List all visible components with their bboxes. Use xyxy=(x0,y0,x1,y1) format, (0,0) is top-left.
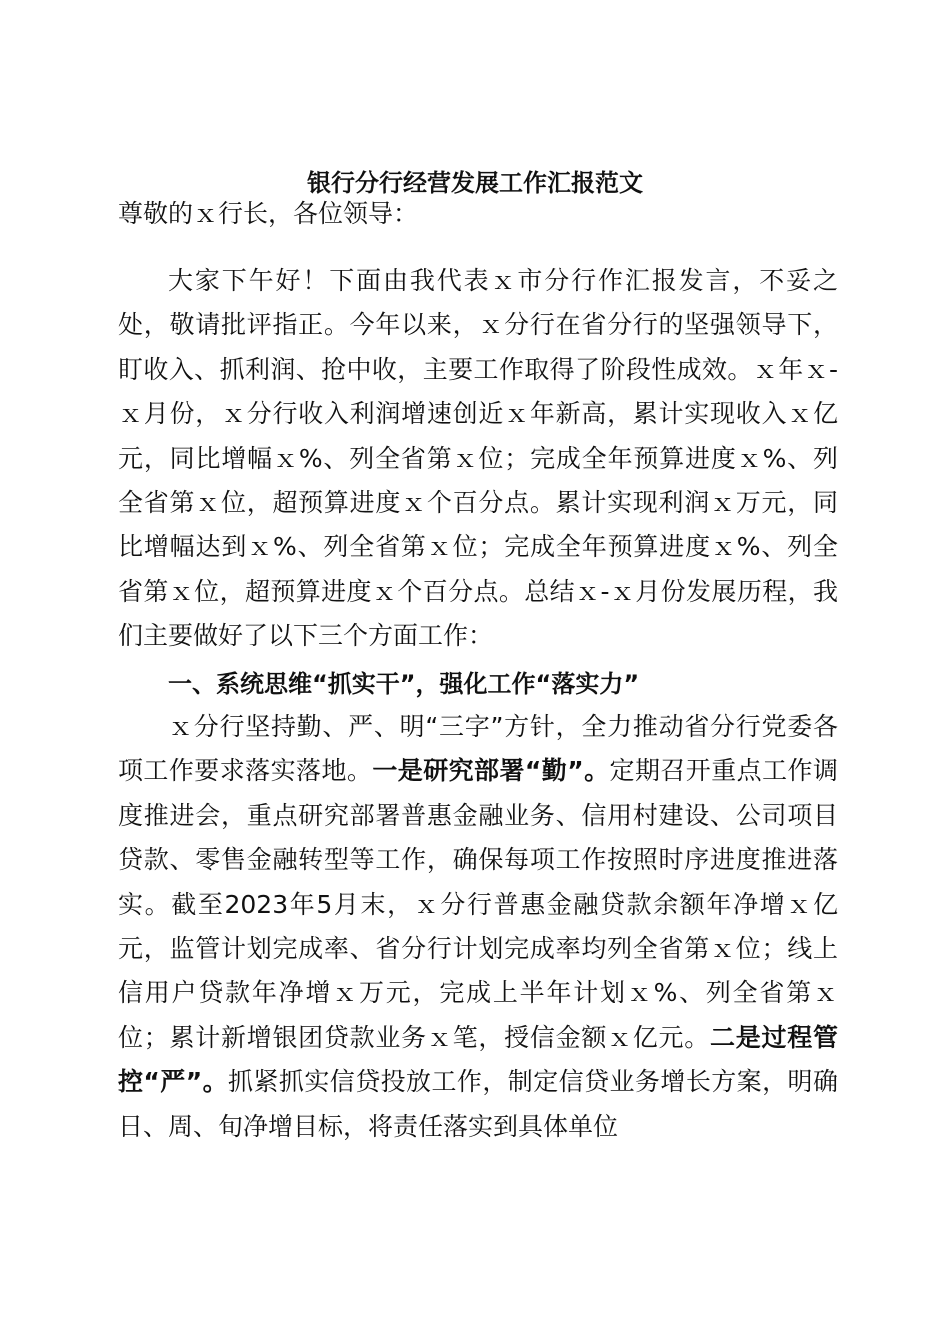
section-1-paragraph xyxy=(118,705,838,1149)
intro-paragraph: 大家下午好！下面由我代表ｘ市分行作汇报发言，不妥之处，敬请批评指正。今年以来，ｘ分行在省分行的坚强领导下，盯收入、抓利润、抢中收，主要工作取得了阶段性成效。ｘ年ｘ-ｘ月份，ｘ分行收入利润增速创近ｘ年新高，累计实现收入ｘ亿元，同比增幅ｘ%、列全省第ｘ位；完成全年预算进度ｘ%、列全省第ｘ位，超预算进度ｘ个百分点。累计实现利润ｘ万元，同比增幅达到ｘ%、列全省第ｘ位；完成全年预算进度ｘ%、列全省第ｘ位，超预算进度ｘ个百分点。总结ｘ-ｘ月份发展历程，我们主要做好了以下三个方面工作： xyxy=(118,266,838,651)
bold-point-2: 二是过程管控“严”。 xyxy=(118,1022,838,1097)
paragraph-text: 抓紧抓实信贷投放工作，制定信贷业务增长方案，明确日、周、旬净增目标，将责任落实到具体单位 xyxy=(118,1067,838,1141)
paragraph-text: 定期召开重点工作调度推进会，重点研究部署普惠金融业务、信用村建设、公司项目贷款、零售金融转型等工作，确保每项工作按照时序进度推进落实。截至2023年5月末，ｘ分行普惠金融贷款余额年净增ｘ亿元，监管计划完成率、省分行计划完成率均列全省第ｘ位；线上信用户贷款年净增ｘ万元，完成上半年计划ｘ%、列全省第ｘ位；累计新增银团贷款业务ｘ笔，授信金额ｘ亿元。 xyxy=(118,756,838,1052)
paragraph-text: ｘ分行坚持勤、严、明“三字”方针，全力推动省分行党委各项工作要求落实落地。 xyxy=(118,712,838,786)
section-heading-1: 一、系统思维“抓实干”，强化工作“落实力” xyxy=(168,670,640,698)
greeting-line: 尊敬的ｘ行长，各位领导： xyxy=(118,199,419,228)
document-title: 银行分行经营发展工作汇报范文 xyxy=(307,169,643,197)
bold-point-1: 一是研究部署“勤”。 xyxy=(372,756,610,786)
